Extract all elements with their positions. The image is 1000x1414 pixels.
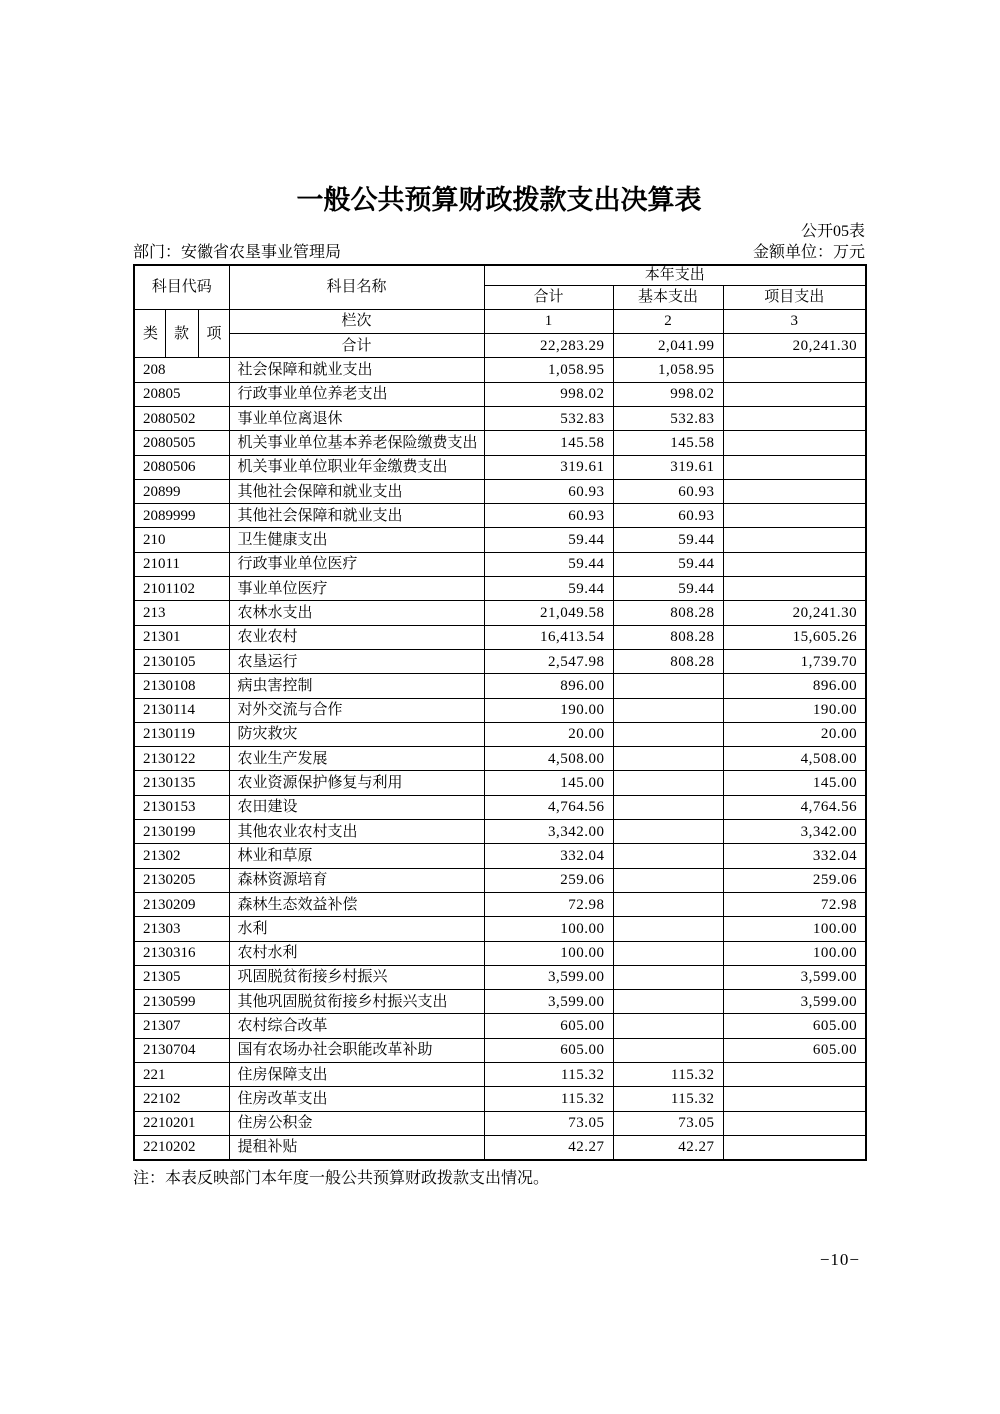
name-cell: 行政事业单位养老支出 bbox=[229, 382, 484, 406]
total-cell: 4,764.56 bbox=[484, 795, 613, 819]
project-cell: 15,605.26 bbox=[723, 625, 866, 649]
project-cell: 3,342.00 bbox=[723, 820, 866, 844]
form-code-label: 公开05表 bbox=[800, 223, 865, 240]
code-cell: 2130316 bbox=[134, 941, 229, 965]
column-index-label: 栏次 bbox=[229, 309, 484, 333]
basic-cell bbox=[613, 965, 723, 989]
project-cell: 20,241.30 bbox=[723, 601, 866, 625]
code-cell: 21303 bbox=[134, 917, 229, 941]
table-row bbox=[134, 406, 866, 430]
name-cell: 农业资源保护修复与利用 bbox=[229, 771, 484, 795]
table-row bbox=[134, 844, 866, 868]
project-cell: 3,599.00 bbox=[723, 965, 866, 989]
name-cell: 农村水利 bbox=[229, 941, 484, 965]
table-row bbox=[134, 479, 866, 503]
header-row-4 bbox=[134, 334, 866, 358]
basic-cell bbox=[613, 722, 723, 746]
total-cell: 1,058.95 bbox=[484, 358, 613, 382]
project-cell: 190.00 bbox=[723, 698, 866, 722]
basic-cell: 115.32 bbox=[613, 1087, 723, 1111]
total-cell: 259.06 bbox=[484, 868, 613, 892]
table-row bbox=[134, 601, 866, 625]
header-row-1 bbox=[134, 265, 866, 285]
code-cell: 2080502 bbox=[134, 406, 229, 430]
project-cell: 605.00 bbox=[723, 1014, 866, 1038]
name-cell: 巩固脱贫衔接乡村振兴 bbox=[229, 965, 484, 989]
total-cell: 59.44 bbox=[484, 528, 613, 552]
name-cell: 住房保障支出 bbox=[229, 1063, 484, 1087]
code-cell: 2130119 bbox=[134, 722, 229, 746]
basic-cell bbox=[613, 698, 723, 722]
basic-cell: 1,058.95 bbox=[613, 358, 723, 382]
total-cell: 319.61 bbox=[484, 455, 613, 479]
project-cell bbox=[723, 406, 866, 430]
code-cell: 2130205 bbox=[134, 868, 229, 892]
total-cell: 73.05 bbox=[484, 1111, 613, 1135]
code-cell: 21301 bbox=[134, 625, 229, 649]
basic-cell bbox=[613, 747, 723, 771]
total-cell: 16,413.54 bbox=[484, 625, 613, 649]
name-cell: 农田建设 bbox=[229, 795, 484, 819]
total-cell: 115.32 bbox=[484, 1063, 613, 1087]
name-cell: 卫生健康支出 bbox=[229, 528, 484, 552]
code-cell: 20805 bbox=[134, 382, 229, 406]
code-cell: 2130704 bbox=[134, 1038, 229, 1062]
basic-cell bbox=[613, 674, 723, 698]
total-cell: 60.93 bbox=[484, 504, 613, 528]
code-cell: 210 bbox=[134, 528, 229, 552]
department-label: 部门：安徽省农垦事业管理局 bbox=[133, 244, 342, 261]
project-cell bbox=[723, 479, 866, 503]
total-cell: 3,599.00 bbox=[484, 990, 613, 1014]
project-cell: 4,764.56 bbox=[723, 795, 866, 819]
name-cell: 森林生态效益补偿 bbox=[229, 892, 484, 916]
basic-cell: 319.61 bbox=[613, 455, 723, 479]
code-cell: 2210202 bbox=[134, 1135, 229, 1159]
code-cell: 2089999 bbox=[134, 504, 229, 528]
code-cell: 2080505 bbox=[134, 431, 229, 455]
project-cell bbox=[723, 1111, 866, 1135]
code-cell: 2130599 bbox=[134, 990, 229, 1014]
basic-cell: 59.44 bbox=[613, 552, 723, 576]
project-cell bbox=[723, 382, 866, 406]
total-cell: 332.04 bbox=[484, 844, 613, 868]
project-cell: 332.04 bbox=[723, 844, 866, 868]
code-cell: 2130199 bbox=[134, 820, 229, 844]
project-cell: 3,599.00 bbox=[723, 990, 866, 1014]
basic-cell: 59.44 bbox=[613, 528, 723, 552]
code-cell: 2130209 bbox=[134, 892, 229, 916]
project-cell bbox=[723, 1135, 866, 1159]
table-row bbox=[134, 1038, 866, 1062]
total-cell: 2,547.98 bbox=[484, 649, 613, 673]
name-cell: 防灾救灾 bbox=[229, 722, 484, 746]
page-title: 一般公共预算财政拨款支出决算表 bbox=[296, 185, 702, 216]
code-cell: 2130153 bbox=[134, 795, 229, 819]
total-cell: 532.83 bbox=[484, 406, 613, 430]
project-cell bbox=[723, 504, 866, 528]
code-section-header: 款 bbox=[165, 309, 198, 358]
total-cell: 190.00 bbox=[484, 698, 613, 722]
table-row bbox=[134, 771, 866, 795]
project-cell: 72.98 bbox=[723, 892, 866, 916]
table-row bbox=[134, 382, 866, 406]
basic-column-header: 基本支出 bbox=[613, 285, 723, 309]
table-row bbox=[134, 1111, 866, 1135]
code-cell: 2130114 bbox=[134, 698, 229, 722]
column-number-2: 2 bbox=[613, 309, 723, 333]
basic-cell bbox=[613, 892, 723, 916]
code-cell: 2130108 bbox=[134, 674, 229, 698]
grand-total-sum: 22,283.29 bbox=[484, 334, 613, 358]
code-cell: 2210201 bbox=[134, 1111, 229, 1135]
table-row bbox=[134, 431, 866, 455]
table-row bbox=[134, 577, 866, 601]
project-cell: 1,739.70 bbox=[723, 649, 866, 673]
project-cell bbox=[723, 358, 866, 382]
basic-cell bbox=[613, 1038, 723, 1062]
name-cell: 住房公积金 bbox=[229, 1111, 484, 1135]
total-cell: 896.00 bbox=[484, 674, 613, 698]
header-row-3 bbox=[134, 309, 866, 333]
code-cell: 21302 bbox=[134, 844, 229, 868]
table-row bbox=[134, 1135, 866, 1159]
table-row bbox=[134, 552, 866, 576]
code-cell: 221 bbox=[134, 1063, 229, 1087]
name-cell: 农垦运行 bbox=[229, 649, 484, 673]
unit-label: 金额单位：万元 bbox=[752, 244, 865, 261]
grand-total-project: 20,241.30 bbox=[723, 334, 866, 358]
name-cell: 国有农场办社会职能改革补助 bbox=[229, 1038, 484, 1062]
table-row bbox=[134, 941, 866, 965]
total-cell: 72.98 bbox=[484, 892, 613, 916]
project-cell bbox=[723, 552, 866, 576]
table-row bbox=[134, 1014, 866, 1038]
name-cell: 住房改革支出 bbox=[229, 1087, 484, 1111]
name-cell: 行政事业单位医疗 bbox=[229, 552, 484, 576]
table-row bbox=[134, 820, 866, 844]
code-cell: 21307 bbox=[134, 1014, 229, 1038]
table-row bbox=[134, 649, 866, 673]
table-row bbox=[134, 528, 866, 552]
code-cell: 213 bbox=[134, 601, 229, 625]
code-cell: 2080506 bbox=[134, 455, 229, 479]
table-row bbox=[134, 1063, 866, 1087]
basic-cell: 145.58 bbox=[613, 431, 723, 455]
code-cell: 22102 bbox=[134, 1087, 229, 1111]
table-row bbox=[134, 455, 866, 479]
table-row bbox=[134, 1087, 866, 1111]
name-cell: 农业农村 bbox=[229, 625, 484, 649]
page-number: −10− bbox=[819, 1250, 860, 1269]
name-cell: 社会保障和就业支出 bbox=[229, 358, 484, 382]
code-item-header: 项 bbox=[198, 309, 229, 358]
grand-total-label: 合计 bbox=[229, 334, 484, 358]
project-cell: 259.06 bbox=[723, 868, 866, 892]
total-cell: 100.00 bbox=[484, 917, 613, 941]
name-cell: 林业和草原 bbox=[229, 844, 484, 868]
total-column-header: 合计 bbox=[484, 285, 613, 309]
name-cell: 农林水支出 bbox=[229, 601, 484, 625]
total-cell: 21,049.58 bbox=[484, 601, 613, 625]
name-cell: 事业单位医疗 bbox=[229, 577, 484, 601]
budget-table bbox=[133, 264, 867, 1161]
name-cell: 对外交流与合作 bbox=[229, 698, 484, 722]
total-cell: 3,599.00 bbox=[484, 965, 613, 989]
basic-cell: 998.02 bbox=[613, 382, 723, 406]
name-cell: 农村综合改革 bbox=[229, 1014, 484, 1038]
total-cell: 145.00 bbox=[484, 771, 613, 795]
year-expenditure-header: 本年支出 bbox=[484, 265, 866, 285]
total-cell: 4,508.00 bbox=[484, 747, 613, 771]
basic-cell: 42.27 bbox=[613, 1135, 723, 1159]
total-cell: 60.93 bbox=[484, 479, 613, 503]
basic-cell: 808.28 bbox=[613, 625, 723, 649]
project-cell bbox=[723, 577, 866, 601]
code-cell: 21305 bbox=[134, 965, 229, 989]
total-cell: 20.00 bbox=[484, 722, 613, 746]
basic-cell bbox=[613, 795, 723, 819]
basic-cell: 532.83 bbox=[613, 406, 723, 430]
document-sheet bbox=[133, 186, 865, 1189]
basic-cell: 59.44 bbox=[613, 577, 723, 601]
project-cell bbox=[723, 1087, 866, 1111]
code-cell: 2130135 bbox=[134, 771, 229, 795]
name-cell: 机关事业单位基本养老保险缴费支出 bbox=[229, 431, 484, 455]
project-cell: 605.00 bbox=[723, 1038, 866, 1062]
basic-cell bbox=[613, 844, 723, 868]
name-cell: 其他社会保障和就业支出 bbox=[229, 479, 484, 503]
total-cell: 115.32 bbox=[484, 1087, 613, 1111]
code-cell: 208 bbox=[134, 358, 229, 382]
table-row bbox=[134, 722, 866, 746]
table-row bbox=[134, 892, 866, 916]
subject-code-header: 科目代码 bbox=[134, 265, 229, 309]
table-row bbox=[134, 965, 866, 989]
name-cell: 其他巩固脱贫衔接乡村振兴支出 bbox=[229, 990, 484, 1014]
table-row bbox=[134, 868, 866, 892]
total-cell: 998.02 bbox=[484, 382, 613, 406]
basic-cell bbox=[613, 820, 723, 844]
basic-cell: 60.93 bbox=[613, 504, 723, 528]
basic-cell bbox=[613, 868, 723, 892]
subject-name-header: 科目名称 bbox=[229, 265, 484, 309]
column-number-1: 1 bbox=[484, 309, 613, 333]
column-number-3: 3 bbox=[723, 309, 866, 333]
table-row bbox=[134, 674, 866, 698]
basic-cell bbox=[613, 941, 723, 965]
name-cell: 其他社会保障和就业支出 bbox=[229, 504, 484, 528]
basic-cell: 808.28 bbox=[613, 601, 723, 625]
project-cell: 100.00 bbox=[723, 917, 866, 941]
total-cell: 605.00 bbox=[484, 1014, 613, 1038]
project-cell: 145.00 bbox=[723, 771, 866, 795]
basic-cell bbox=[613, 771, 723, 795]
table-body bbox=[134, 358, 866, 1160]
code-class-header: 类 bbox=[134, 309, 165, 358]
total-cell: 3,342.00 bbox=[484, 820, 613, 844]
grand-total-basic: 2,041.99 bbox=[613, 334, 723, 358]
basic-cell bbox=[613, 1014, 723, 1038]
name-cell: 水利 bbox=[229, 917, 484, 941]
code-cell: 21011 bbox=[134, 552, 229, 576]
total-cell: 42.27 bbox=[484, 1135, 613, 1159]
table-row bbox=[134, 358, 866, 382]
meta-row bbox=[133, 242, 865, 263]
basic-cell bbox=[613, 917, 723, 941]
total-cell: 59.44 bbox=[484, 577, 613, 601]
project-cell: 20.00 bbox=[723, 722, 866, 746]
project-cell bbox=[723, 1063, 866, 1087]
basic-cell bbox=[613, 990, 723, 1014]
name-cell: 机关事业单位职业年金缴费支出 bbox=[229, 455, 484, 479]
table-row bbox=[134, 990, 866, 1014]
name-cell: 森林资源培育 bbox=[229, 868, 484, 892]
project-cell: 4,508.00 bbox=[723, 747, 866, 771]
code-cell: 2130122 bbox=[134, 747, 229, 771]
table-row bbox=[134, 917, 866, 941]
name-cell: 事业单位离退休 bbox=[229, 406, 484, 430]
total-cell: 100.00 bbox=[484, 941, 613, 965]
code-cell: 2130105 bbox=[134, 649, 229, 673]
basic-cell: 60.93 bbox=[613, 479, 723, 503]
basic-cell: 73.05 bbox=[613, 1111, 723, 1135]
project-cell bbox=[723, 455, 866, 479]
total-cell: 145.58 bbox=[484, 431, 613, 455]
project-cell: 100.00 bbox=[723, 941, 866, 965]
total-cell: 59.44 bbox=[484, 552, 613, 576]
total-cell: 605.00 bbox=[484, 1038, 613, 1062]
project-cell bbox=[723, 528, 866, 552]
table-row bbox=[134, 747, 866, 771]
name-cell: 病虫害控制 bbox=[229, 674, 484, 698]
table-row bbox=[134, 625, 866, 649]
name-cell: 农业生产发展 bbox=[229, 747, 484, 771]
name-cell: 其他农业农村支出 bbox=[229, 820, 484, 844]
project-column-header: 项目支出 bbox=[723, 285, 866, 309]
code-cell: 20899 bbox=[134, 479, 229, 503]
project-cell: 896.00 bbox=[723, 674, 866, 698]
name-cell: 提租补贴 bbox=[229, 1135, 484, 1159]
table-row bbox=[134, 504, 866, 528]
note-text: 注：本表反映部门本年度一般公共预算财政拨款支出情况。 bbox=[133, 1169, 550, 1187]
basic-cell: 808.28 bbox=[613, 649, 723, 673]
table-row bbox=[134, 698, 866, 722]
table-header bbox=[134, 265, 866, 358]
project-cell bbox=[723, 431, 866, 455]
basic-cell: 115.32 bbox=[613, 1063, 723, 1087]
code-cell: 2101102 bbox=[134, 577, 229, 601]
table-row bbox=[134, 795, 866, 819]
